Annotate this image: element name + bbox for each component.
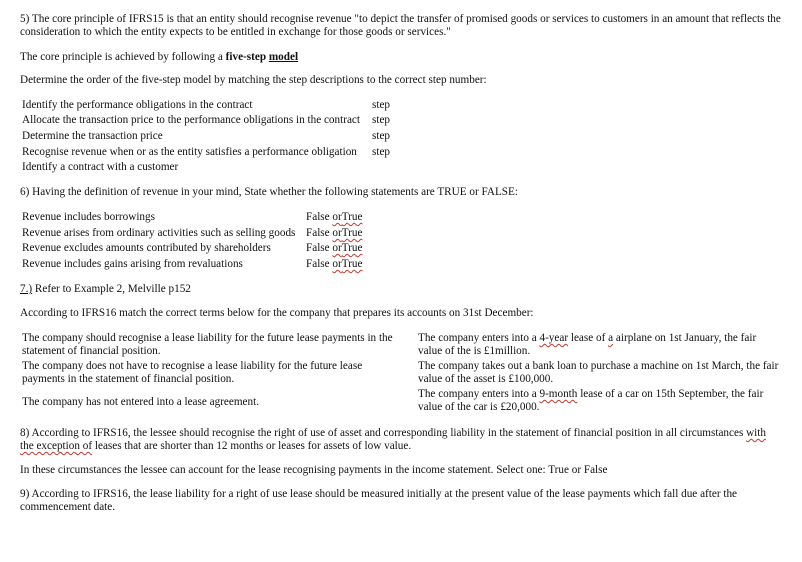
q5-step-select[interactable]: step — [372, 130, 391, 142]
q6-opt-false[interactable]: False — [306, 227, 333, 239]
q6-opt-or: or — [332, 242, 342, 254]
q7-scenario[interactable] — [418, 332, 780, 358]
q7-term[interactable]: The company has not entered into a lease agreement. — [22, 396, 260, 408]
q7-scenario-text: airplane on 1st January, the fair value of the is £1million. — [418, 332, 757, 357]
q5-principle — [20, 51, 298, 64]
q7-reference: Refer to Example 2, Melville p152 — [32, 283, 191, 295]
q8-followup[interactable]: In these circumstances the lessee can account for the lease recognising payments in the income statement. Select one: True or False — [20, 464, 608, 476]
q7-scenario-term: 9-month — [539, 388, 578, 400]
q7-number: 7.) — [20, 283, 33, 295]
q6-opt-or: or — [332, 227, 342, 239]
q7-scenario-term: a — [608, 332, 614, 344]
q7-heading — [20, 283, 191, 296]
q5-step-select[interactable]: step — [372, 99, 391, 111]
q6-opt-or: or — [332, 211, 342, 223]
q8-text: 8) According to IFRS16, the lessee should recognise the right of use of asset and corresponding liability in the statement of financial position in all circumstances — [20, 427, 747, 439]
q6-statement: Revenue includes gains arising from revaluations — [22, 258, 243, 270]
q6-statement: Revenue includes borrowings — [22, 211, 155, 223]
q5-model-link[interactable]: model — [268, 51, 299, 63]
q6-opt-true[interactable]: True — [341, 258, 363, 270]
q6-opt-true[interactable]: True — [341, 227, 363, 239]
q6-opt-false[interactable]: False — [306, 258, 333, 270]
q5-principle-bold: five-step — [225, 51, 269, 63]
q7-scenario-text: lease of — [568, 332, 609, 344]
q6-opt-true[interactable]: True — [341, 211, 363, 223]
q7-scenario-text: lease of a car on 15th September, the fair value of the car is £20,000. — [418, 388, 764, 413]
q7-term[interactable]: The company does not have to recognise a lease liability for the future lease payments in the statement of financial position. — [22, 360, 363, 385]
q7-scenario[interactable] — [418, 388, 780, 414]
q5-instruction: Determine the order of the five-step model by matching the step descriptions to the correct step number: — [20, 74, 487, 86]
q6-opt-true[interactable]: True — [341, 242, 363, 254]
q5-principle-text: The core principle is achieved by following a — [20, 51, 226, 63]
q9-statement: 9) According to IFRS16, the lease liability for a right of use lease should be measured initially at the present value of the lease payments which fall due after the commencement date. — [20, 488, 738, 513]
q7-scenario-term: 4-year — [539, 332, 569, 344]
q5-step-desc: Allocate the transaction price to the performance obligations in the contract — [22, 114, 360, 126]
q6-statement: Revenue arises from ordinary activities such as selling goods — [22, 227, 296, 239]
q7-instruction: According to IFRS16 match the correct terms below for the company that prepares its accounts on 31st December: — [20, 307, 534, 319]
q5-step-select[interactable]: step — [372, 114, 391, 126]
q8-text: leases that are shorter than 12 months or leases for assets of low value. — [92, 440, 412, 452]
q5-step-select[interactable]: step — [372, 146, 391, 158]
q5-step-desc: Identify the performance obligations in the contract — [22, 99, 253, 111]
q6-answer-select[interactable] — [306, 211, 362, 224]
q6-answer-select[interactable] — [306, 242, 362, 255]
q7-scenario-text: The company enters into a — [418, 332, 540, 344]
q6-answer-select[interactable] — [306, 258, 362, 271]
q6-opt-false[interactable]: False — [306, 211, 333, 223]
q6-opt-false[interactable]: False — [306, 242, 333, 254]
q6-intro: 6) Having the definition of revenue in your mind, State whether the following statements are TRUE or FALSE: — [20, 186, 518, 198]
q7-scenario[interactable]: The company takes out a bank loan to purchase a machine on 1st March, the fair value of the asset is £100,000. — [418, 360, 779, 385]
q5-step-desc: Identify a contract with a customer — [22, 161, 179, 173]
q8-exception: with the exception of — [20, 427, 766, 452]
q6-statement: Revenue excludes amounts contributed by shareholders — [22, 242, 271, 254]
q5-step-desc: Recognise revenue when or as the entity satisfies a performance obligation — [22, 146, 357, 158]
q6-answer-select[interactable] — [306, 227, 362, 240]
q5-step-desc: Determine the transaction price — [22, 130, 163, 142]
q7-term[interactable]: The company should recognise a lease liability for the future lease payments in the statement of financial position. — [22, 332, 393, 357]
q8-statement — [20, 427, 780, 453]
q7-scenario-text: The company enters into a — [418, 388, 540, 400]
q6-opt-or: or — [332, 258, 342, 270]
q5-intro: 5) The core principle of IFRS15 is that an entity should recognise revenue "to depict the transfer of promised goods or services to customers in an amount that reflects the consideration to which the entity expects to be entitled in exchange for those goods or services." — [20, 13, 781, 38]
